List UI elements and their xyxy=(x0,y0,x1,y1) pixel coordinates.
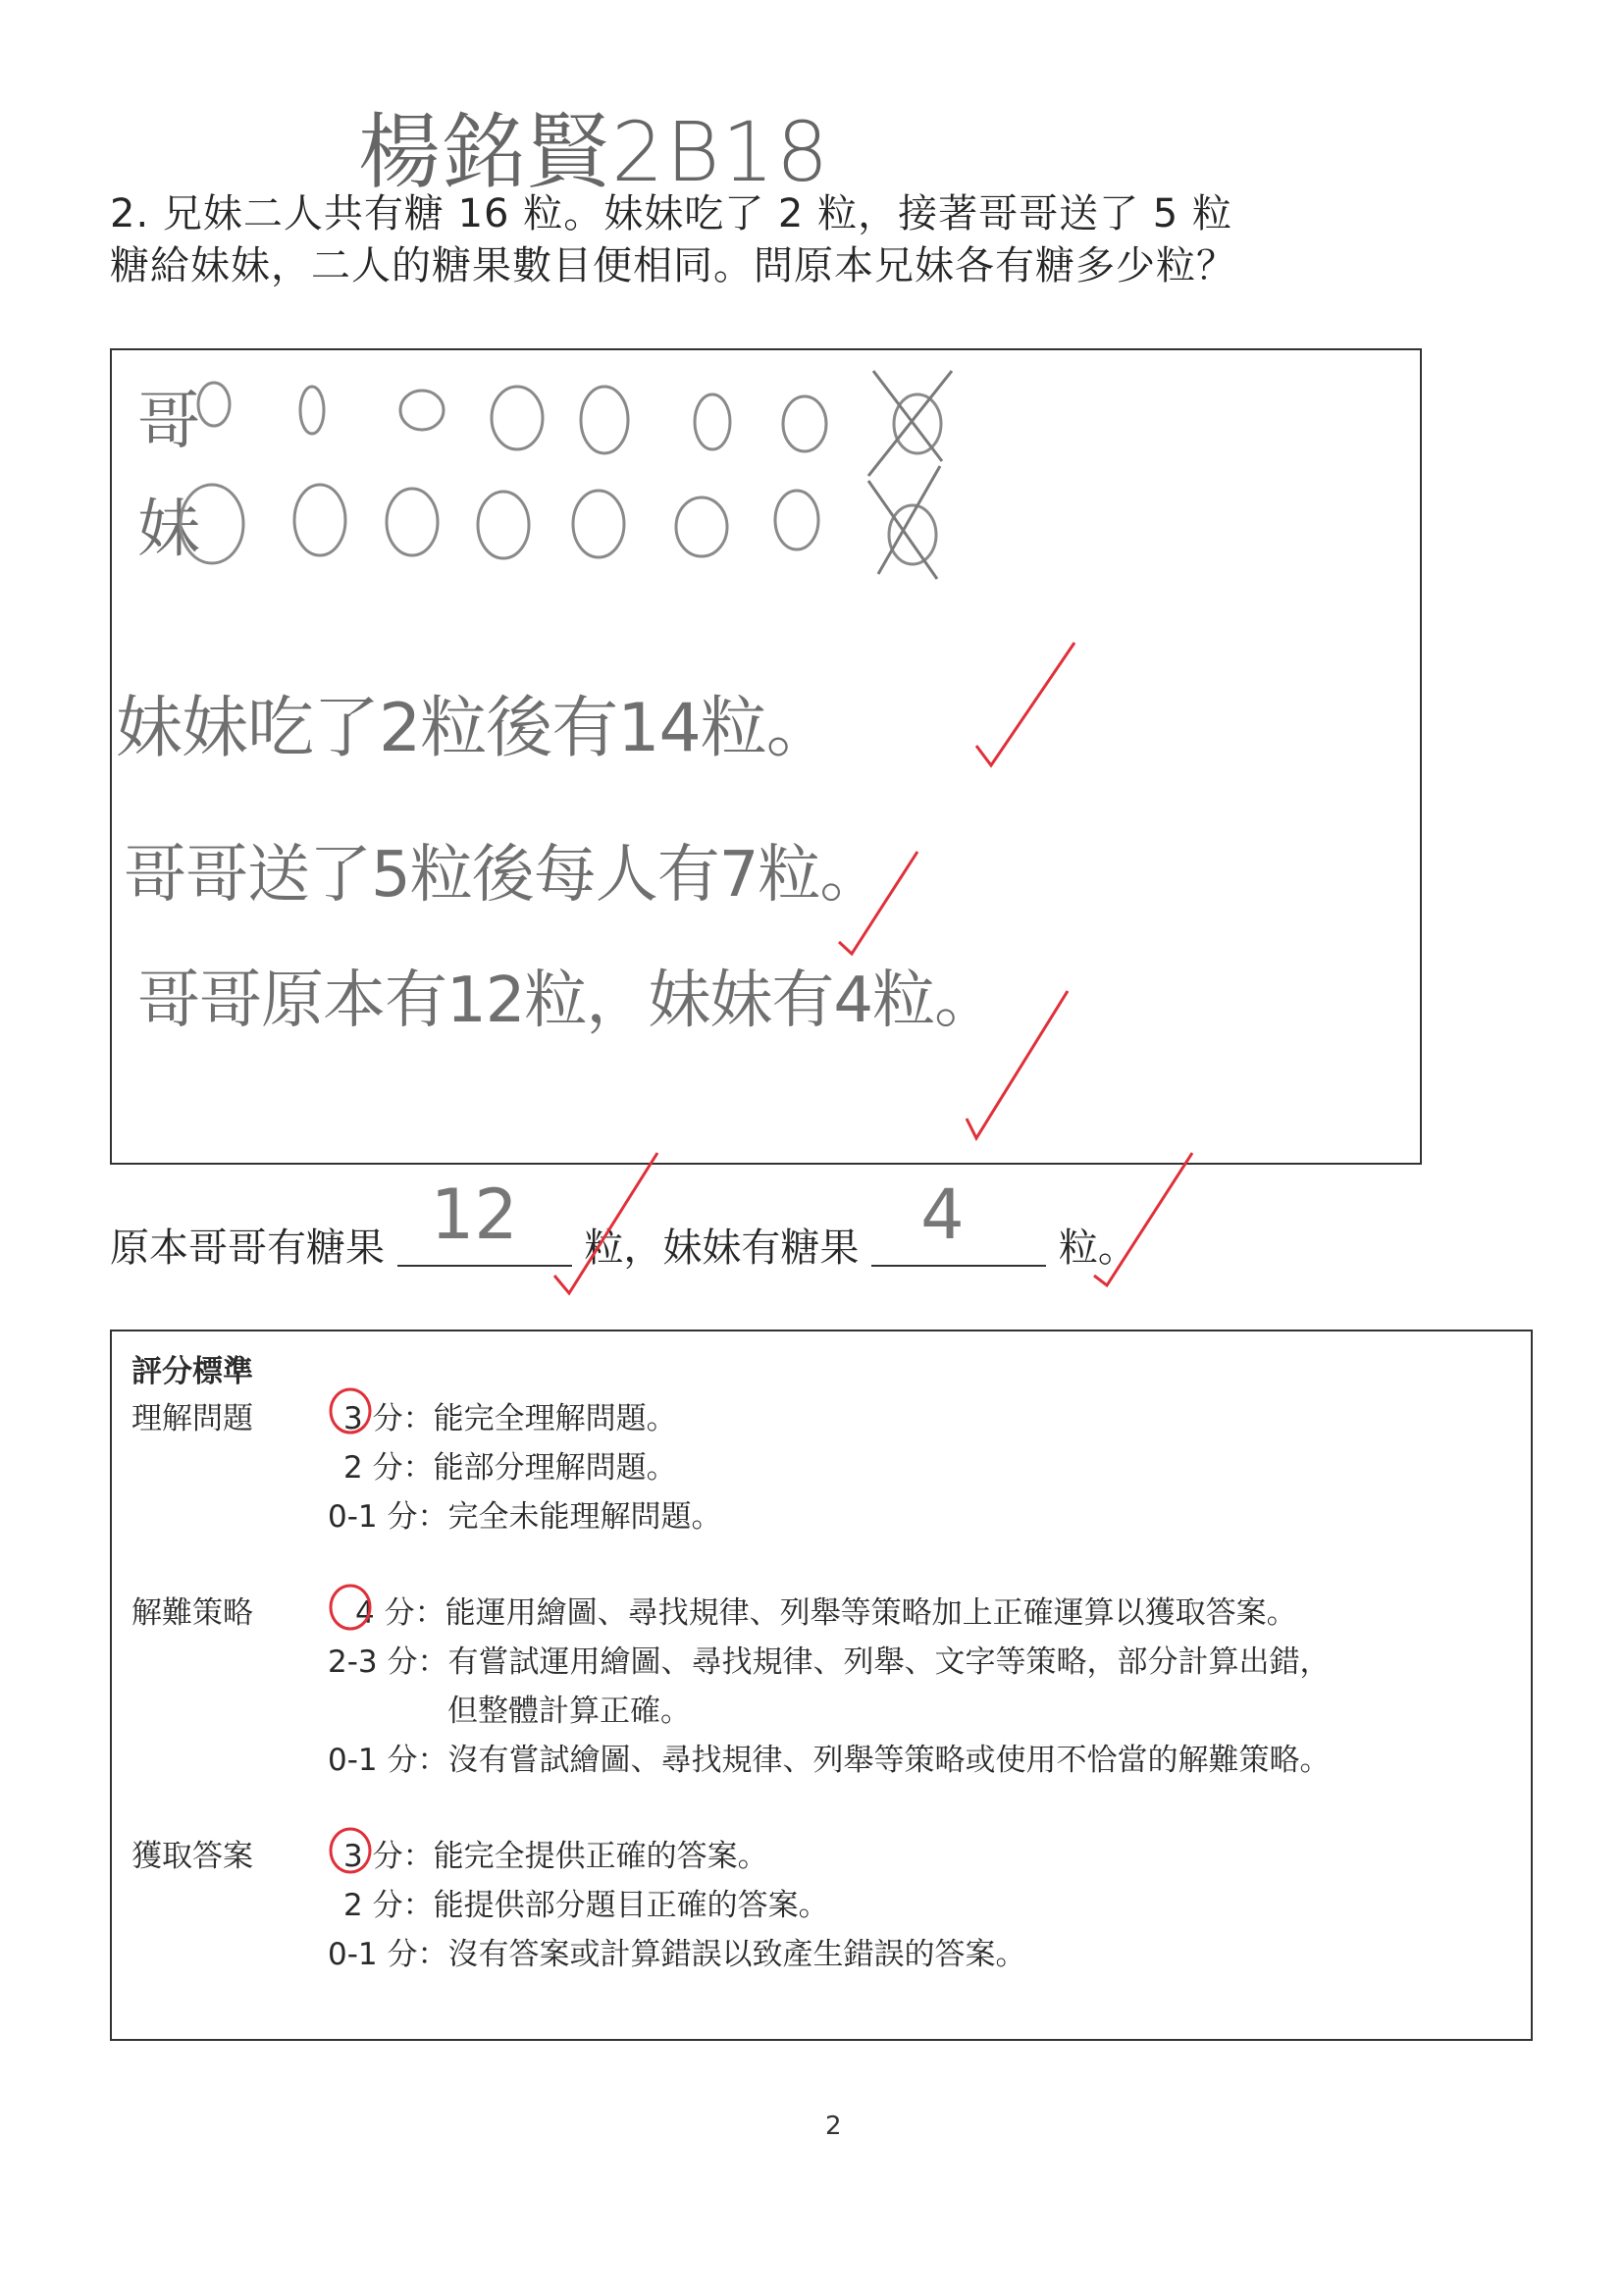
rubric-unit: 分 xyxy=(372,1401,403,1436)
rubric-desc: 能部分理解問題。 xyxy=(433,1450,677,1486)
rubric-score: 2 xyxy=(343,1450,363,1486)
candy-circle xyxy=(294,485,345,555)
rubric-unit: 分 xyxy=(372,1888,403,1923)
sister-answer-value: 4 xyxy=(920,1174,965,1255)
candy-circle xyxy=(894,394,941,453)
rubric-unit: 分 xyxy=(387,1644,418,1680)
rubric-category-strategy: 解難策略 xyxy=(131,1595,253,1631)
rubric-score: 0-1 xyxy=(328,1499,378,1535)
rubric-level: 2 分：能提供部分題目正確的答案。 xyxy=(343,1888,829,1923)
rubric-score: 0-1 xyxy=(328,1937,378,1972)
tick-mark xyxy=(839,852,917,954)
student-name: 楊銘賢2B18 xyxy=(358,104,831,200)
rubric-score: 2-3 xyxy=(328,1644,378,1680)
tick-mark xyxy=(1094,1153,1192,1285)
rubric-unit: 分 xyxy=(372,1450,403,1486)
rubric-score: 2 xyxy=(343,1888,363,1923)
answer-suffix: 粒。 xyxy=(1058,1226,1137,1271)
rubric-level: 2-3 分：有嘗試運用繪圖、尋找規律、列舉、文字等策略，部分計算出錯， xyxy=(328,1644,1331,1680)
rubric-desc: 能完全理解問題。 xyxy=(433,1401,677,1436)
work-line-1: 妹妹吃了2粒後有14粒。 xyxy=(116,690,832,767)
teacher-marks xyxy=(331,643,1192,1872)
page-number: 2 xyxy=(825,2112,842,2141)
tick-mark xyxy=(976,643,1074,765)
candy-circle xyxy=(400,391,444,430)
brother-answer-value: 12 xyxy=(430,1174,518,1255)
candy-circle xyxy=(783,396,826,451)
rubric-score: 0-1 xyxy=(328,1743,378,1778)
rubric-desc: 能提供部分題目正確的答案。 xyxy=(433,1888,829,1923)
tick-mark xyxy=(967,991,1068,1138)
tick-mark xyxy=(554,1153,657,1293)
rubric-unit: 分 xyxy=(372,1839,403,1874)
cross-mark xyxy=(868,371,952,476)
answer-prefix: 原本哥哥有糖果 xyxy=(110,1226,385,1271)
cross-out-marks xyxy=(868,371,952,579)
brother-row-label: 哥 xyxy=(137,386,200,458)
candy-circle xyxy=(492,387,543,449)
candy-circle xyxy=(573,491,624,557)
rubric-desc: 沒有答案或計算錯誤以致產生錯誤的答案。 xyxy=(447,1937,1026,1972)
rubric-level: 4 分：能運用繪圖、尋找規律、列舉等策略加上正確運算以獲取答案。 xyxy=(355,1595,1297,1631)
rubric-level: 0-1 分：沒有答案或計算錯誤以致產生錯誤的答案。 xyxy=(328,1937,1026,1972)
rubric-score: 3 xyxy=(343,1401,363,1436)
rubric-desc-continued: 但整體計算正確。 xyxy=(447,1694,691,1729)
score-circle xyxy=(331,1586,370,1629)
candy-circle xyxy=(695,394,730,449)
question-line-2: 糖給妹妹，二人的糖果數目便相同。問原本兄妹各有糖多少粒？ xyxy=(110,243,1236,288)
candy-circle xyxy=(581,387,628,453)
rubric-desc: 能運用繪圖、尋找規律、列舉等策略加上正確運算以獲取答案。 xyxy=(445,1595,1297,1631)
answer-middle: 粒，妹妹有糖果 xyxy=(584,1226,860,1271)
rubric-title: 評分標準 xyxy=(131,1354,253,1389)
candy-circle xyxy=(478,492,529,558)
rubric-level: 0-1 分：完全未能理解問題。 xyxy=(328,1499,722,1535)
candy-circle xyxy=(676,497,727,556)
rubric-unit: 分 xyxy=(387,1937,418,1972)
brother-candy-circles xyxy=(198,383,941,453)
rubric-desc: 沒有嘗試繪圖、尋找規律、列舉等策略或使用不恰當的解難策略。 xyxy=(447,1743,1331,1778)
rubric-level: 0-1 分：沒有嘗試繪圖、尋找規律、列舉等策略或使用不恰當的解難策略。 xyxy=(328,1743,1331,1778)
work-line-3: 哥哥原本有12粒，妹妹有4粒。 xyxy=(137,965,997,1037)
rubric-score: 4 xyxy=(355,1595,375,1631)
sister-candy-circles xyxy=(181,485,936,564)
candy-circle xyxy=(387,489,438,555)
candy-circle xyxy=(181,485,243,563)
candy-circle xyxy=(775,491,818,549)
rubric-level: 3 分：能完全理解問題。 xyxy=(343,1401,677,1436)
rubric-category-answer: 獲取答案 xyxy=(131,1839,253,1874)
work-line-2: 哥哥送了5粒後每人有7粒。 xyxy=(124,839,882,912)
rubric-level: 3 分：能完全提供正確的答案。 xyxy=(343,1839,768,1874)
score-circle xyxy=(331,1829,370,1872)
score-circle xyxy=(331,1389,370,1433)
candy-circle xyxy=(198,383,230,426)
rubric-unit: 分 xyxy=(387,1743,418,1778)
rubric-unit: 分 xyxy=(387,1499,418,1535)
candy-circle xyxy=(300,387,324,434)
rubric-level: 2 分：能部分理解問題。 xyxy=(343,1450,677,1486)
sister-row-label: 妹 xyxy=(137,494,200,566)
rubric-desc: 有嘗試運用繪圖、尋找規律、列舉、文字等策略，部分計算出錯， xyxy=(447,1644,1331,1680)
rubric-desc: 能完全提供正確的答案。 xyxy=(433,1839,768,1874)
rubric-desc: 完全未能理解問題。 xyxy=(447,1499,722,1535)
question-line-1: 2. 兄妹二人共有糖 16 粒。妹妹吃了 2 粒，接著哥哥送了 5 粒 xyxy=(110,191,1232,236)
rubric-score: 3 xyxy=(343,1839,363,1874)
rubric-category-understanding: 理解問題 xyxy=(131,1401,253,1436)
rubric-unit: 分 xyxy=(384,1595,415,1631)
